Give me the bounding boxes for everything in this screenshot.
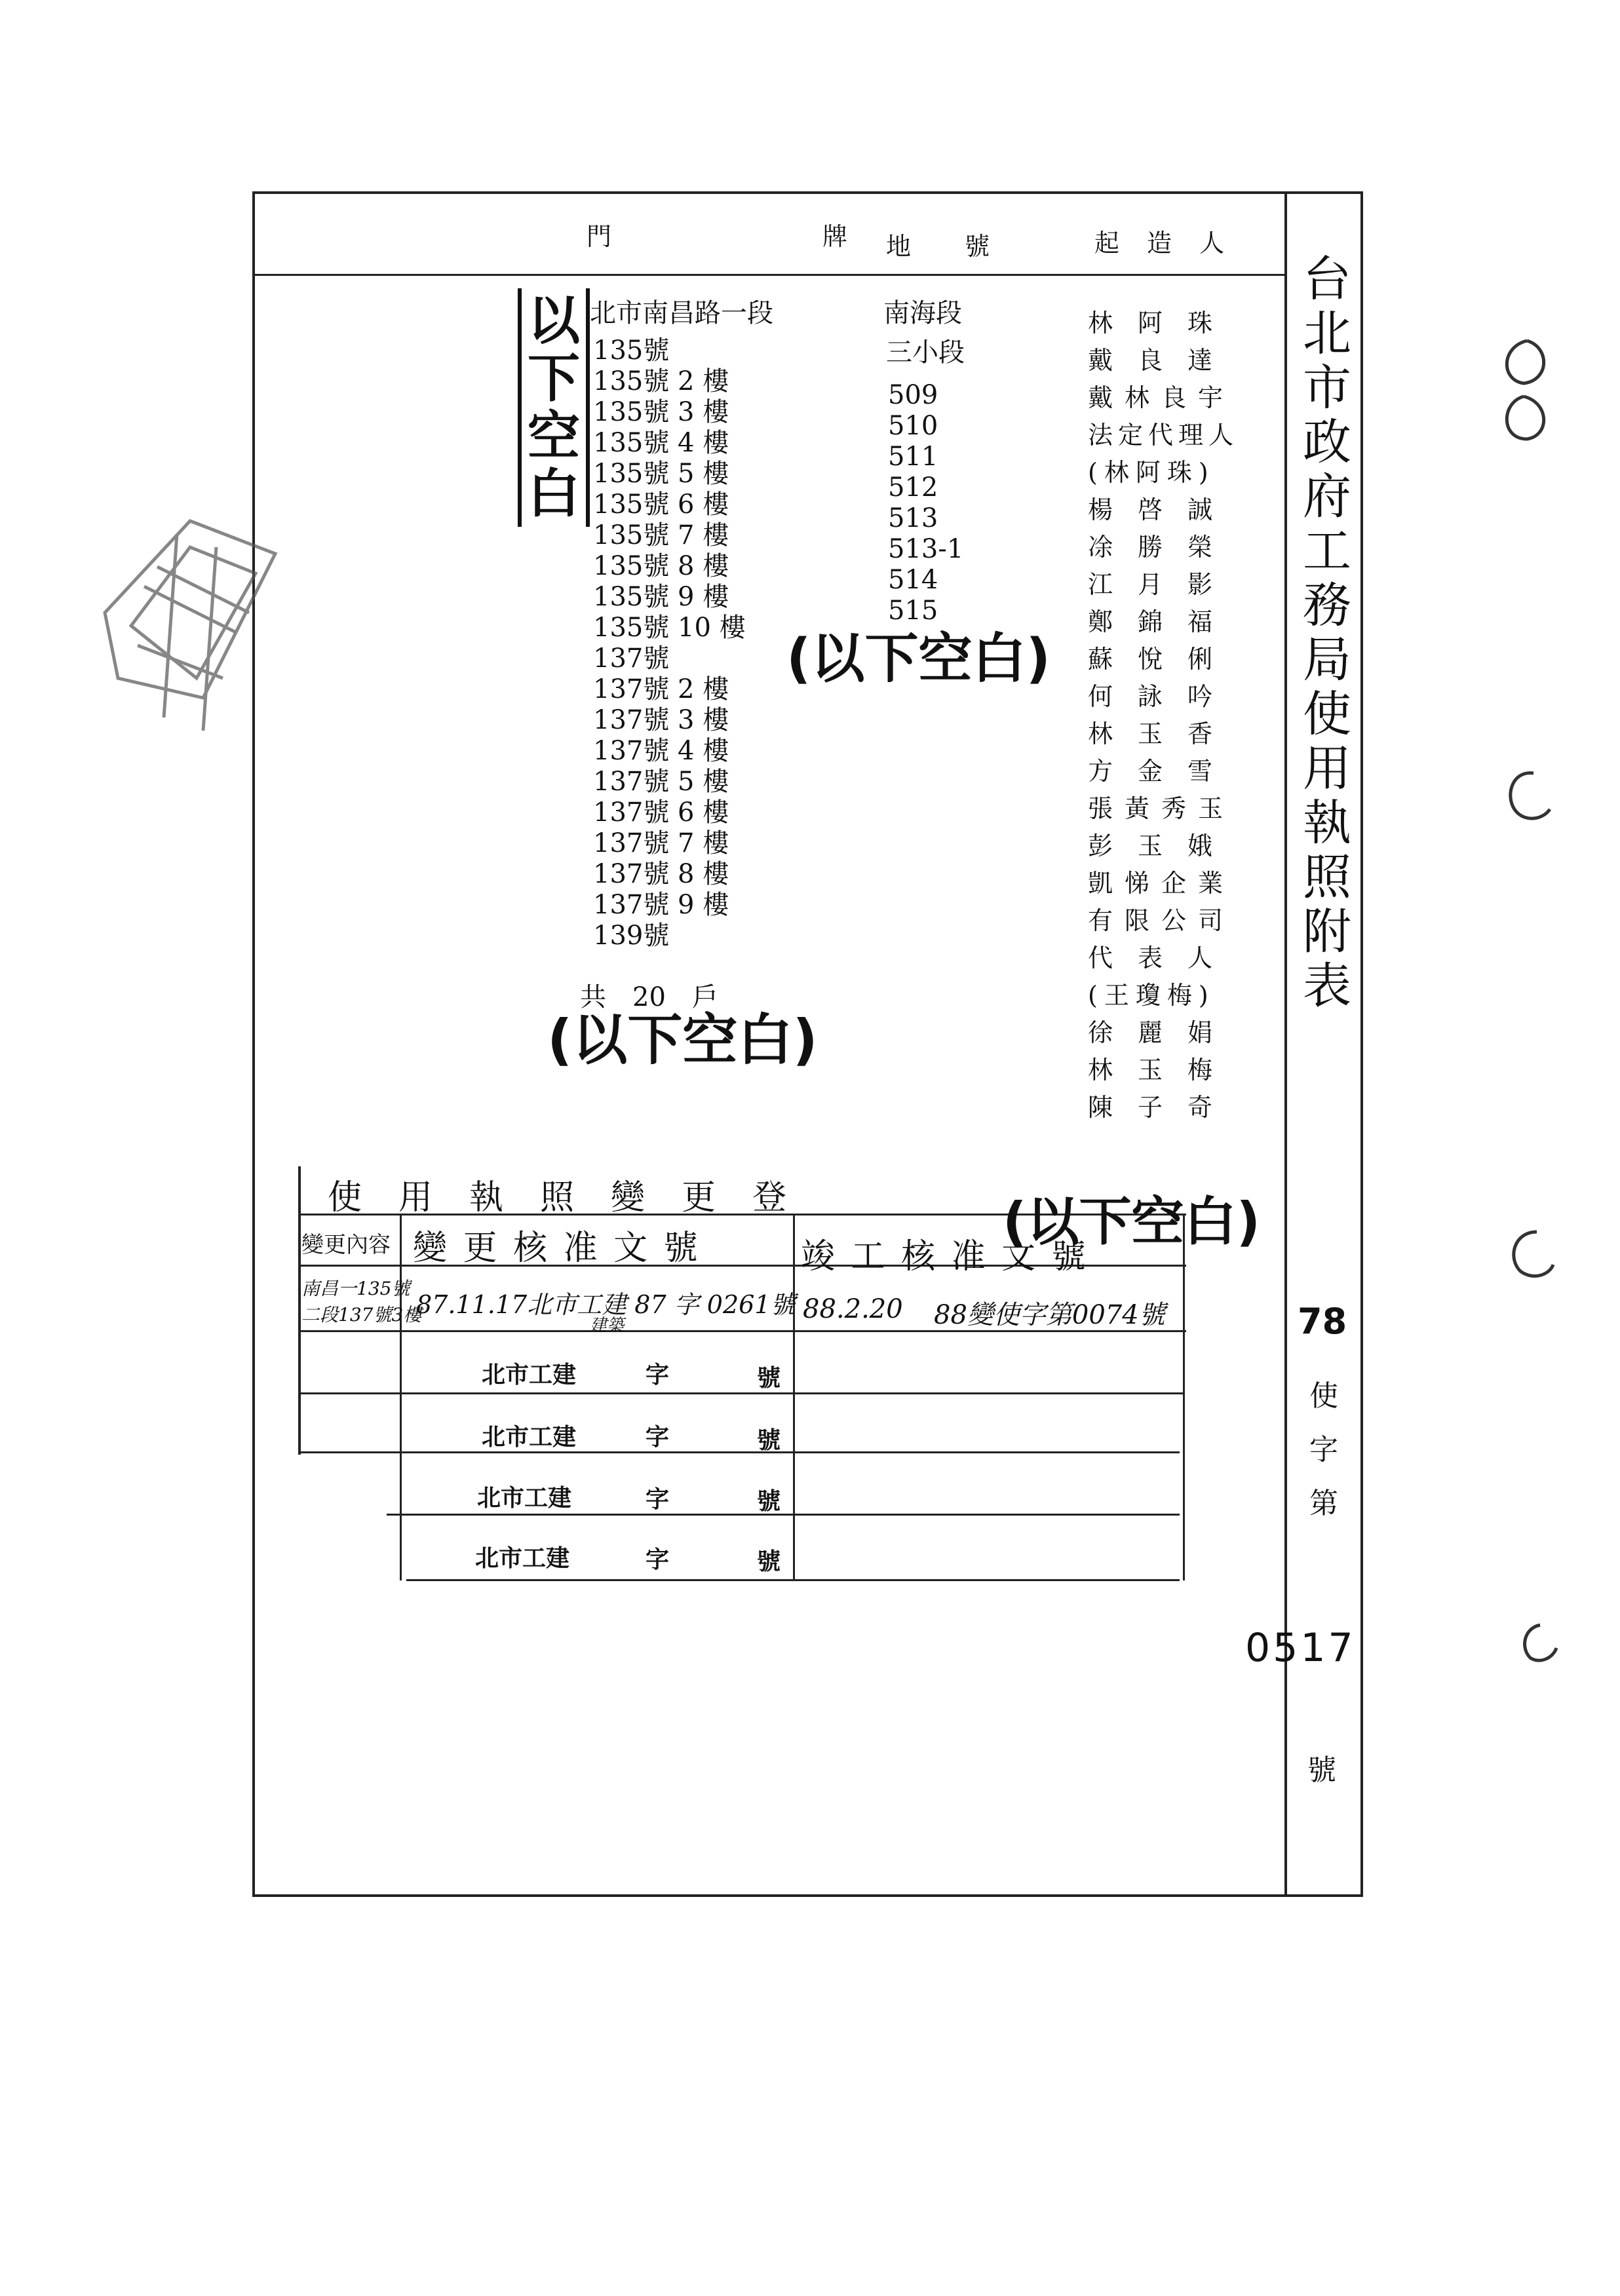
owner-item: 法定代理人 <box>1088 421 1239 450</box>
table-col-line <box>400 1214 402 1580</box>
row1-change-sub: 建築 <box>590 1316 625 1335</box>
row1-complete-date: 88.2.20 <box>803 1294 903 1324</box>
address-item: 135號 <box>593 335 670 366</box>
owner-item: 有限公司 <box>1088 906 1235 935</box>
address-item: 137號 5 樓 <box>593 767 729 797</box>
header-address: 門 牌 <box>587 222 849 251</box>
owner-item: 張黃秀玉 <box>1088 794 1235 823</box>
table-line <box>387 1514 1180 1516</box>
owner-item: 代表人 <box>1088 944 1238 972</box>
address-item: 135號 5 樓 <box>593 459 729 489</box>
lot-number: 513-1 <box>888 534 964 564</box>
blank-stamp-table: (以下空白) <box>1003 1191 1261 1252</box>
address-list <box>593 335 746 951</box>
table-col-line <box>793 1214 795 1580</box>
address-street: 北市南昌路一段 <box>590 298 773 328</box>
lot-number: 515 <box>888 596 938 626</box>
address-item: 137號 7 樓 <box>593 828 729 858</box>
document-title: 台北市政府工務局使用執照附表 <box>1303 251 1351 1014</box>
owner-item: 鄭錦福 <box>1088 607 1238 636</box>
owner-item: 彭玉娥 <box>1088 832 1238 860</box>
blank-row-suffix: 號 <box>757 1364 781 1392</box>
lot-section: 南海段 <box>883 298 962 328</box>
header-lot: 地 號 <box>886 232 992 261</box>
lot-number: 509 <box>888 380 938 410</box>
owner-item: 陳子奇 <box>1088 1093 1238 1122</box>
address-item: 137號 8 樓 <box>593 859 729 889</box>
address-item: 137號 6 樓 <box>593 797 729 828</box>
lot-number: 514 <box>888 565 938 595</box>
blank-row-prefix: 北市工建 <box>477 1484 572 1512</box>
lot-number: 510 <box>888 411 938 441</box>
binder-holes <box>1488 328 1573 1704</box>
blank-stamp-bottom: (以下空白) <box>547 1008 818 1072</box>
blank-row-suffix: 號 <box>757 1487 781 1515</box>
col-change-number: 變 更 核 准 文 號 <box>413 1229 701 1268</box>
owner-item: 林阿珠 <box>1088 309 1238 337</box>
blank-row-suffix: 號 <box>757 1548 781 1575</box>
blank-stamp-vertical: 以下空白 <box>518 288 590 527</box>
address-item: 139號 <box>593 921 670 951</box>
col-change-content: 變更內容 <box>301 1232 391 1258</box>
address-item: 137號 9 樓 <box>593 890 729 920</box>
owner-item: (王瓊梅) <box>1088 981 1215 1010</box>
col-complete-number: 竣 工 核 准 文 號 <box>801 1237 1089 1276</box>
address-item: 135號 2 樓 <box>593 366 729 396</box>
address-item: 137號 3 樓 <box>593 705 729 735</box>
owner-item: 林玉梅 <box>1088 1056 1238 1084</box>
address-item: 135號 9 樓 <box>593 582 729 612</box>
blank-row-prefix: 北市工建 <box>475 1544 570 1572</box>
owner-item: 江月影 <box>1088 570 1238 599</box>
address-item: 135號 10 樓 <box>593 613 746 643</box>
lot-list <box>888 380 963 626</box>
owner-item: 戴良達 <box>1088 346 1238 375</box>
owner-item: 凱悌企業 <box>1088 869 1235 898</box>
blank-row-mid: 字 <box>646 1361 670 1388</box>
table-left-border <box>298 1166 301 1455</box>
license-number: 0517 <box>1245 1625 1356 1671</box>
blank-row-prefix: 北市工建 <box>482 1361 577 1388</box>
header-divider <box>252 274 1286 276</box>
owner-item: 戴林良宇 <box>1088 383 1235 412</box>
license-suffix: 號 <box>1307 1753 1336 1787</box>
address-item: 137號 2 樓 <box>593 674 729 704</box>
owner-item: 林玉香 <box>1088 719 1238 748</box>
seal-stamp-mark <box>92 482 288 770</box>
blank-row-mid: 字 <box>646 1546 670 1573</box>
lot-number: 512 <box>888 472 938 503</box>
lot-subsection: 三小段 <box>886 337 965 368</box>
address-item: 135號 3 樓 <box>593 397 729 427</box>
table-line <box>298 1392 1183 1394</box>
address-item: 137號 4 樓 <box>593 736 729 766</box>
address-item: 135號 4 樓 <box>593 428 729 458</box>
owner-item: 方金雪 <box>1088 757 1238 786</box>
blank-row-mid: 字 <box>646 1423 670 1451</box>
owner-item: (林阿珠) <box>1088 458 1215 487</box>
address-item: 135號 8 樓 <box>593 551 729 581</box>
address-total: 共 20 戶 <box>580 982 718 1012</box>
table-col-line <box>1183 1214 1185 1580</box>
owner-item: 楊啓誠 <box>1088 495 1238 524</box>
owner-item: 凃勝榮 <box>1088 533 1238 562</box>
address-item: 137號 <box>593 643 670 674</box>
owner-item: 何詠吟 <box>1088 682 1238 711</box>
row1-content: 南昌一135號 <box>301 1278 410 1299</box>
owner-list <box>1088 305 1239 1126</box>
owner-item: 蘇悅俐 <box>1088 645 1238 674</box>
header-owner: 起 造 人 <box>1094 229 1226 258</box>
table-line <box>298 1451 1180 1453</box>
row1-complete-number: 88變使字第0074號 <box>934 1300 1165 1330</box>
license-year: 78 <box>1298 1301 1347 1342</box>
blank-row-prefix: 北市工建 <box>482 1423 577 1451</box>
license-prefix: 使字第 <box>1309 1379 1338 1520</box>
address-item: 135號 7 樓 <box>593 520 729 550</box>
lot-number: 513 <box>888 503 938 533</box>
blank-row-suffix: 號 <box>757 1426 781 1454</box>
blank-stamp-middle: (以下空白) <box>786 628 1051 690</box>
row1-change-number: 87.11.17北市工建 87 字 0261號 <box>416 1290 796 1319</box>
change-table-heading: 使 用 執 照 變 更 登 <box>328 1178 788 1217</box>
lot-number: 511 <box>888 442 938 472</box>
address-item: 135號 6 樓 <box>593 489 729 520</box>
row1-content-sub: 二段137號3樓 <box>301 1304 422 1326</box>
blank-row-mid: 字 <box>646 1485 670 1513</box>
owner-item: 徐麗娟 <box>1088 1018 1238 1047</box>
